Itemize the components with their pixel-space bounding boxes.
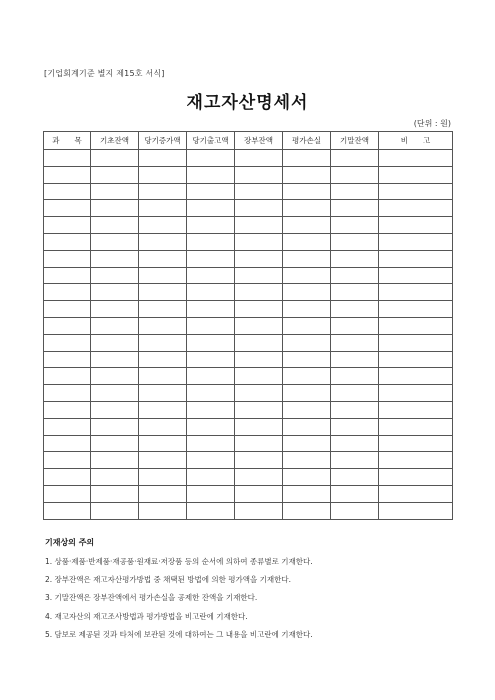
table-cell[interactable] xyxy=(91,217,139,234)
table-cell[interactable] xyxy=(187,217,235,234)
table-cell[interactable] xyxy=(91,401,139,418)
table-cell[interactable] xyxy=(44,150,91,167)
table-cell[interactable] xyxy=(235,368,283,385)
table-cell[interactable] xyxy=(139,435,187,452)
table-row xyxy=(44,200,453,217)
table-cell[interactable] xyxy=(235,301,283,318)
header-remarks: 비 고 xyxy=(379,132,453,150)
table-cell[interactable] xyxy=(283,368,331,385)
table-row xyxy=(44,435,453,452)
table-cell[interactable] xyxy=(235,452,283,469)
table-cell[interactable] xyxy=(235,469,283,486)
table-cell[interactable] xyxy=(235,250,283,267)
table-cell[interactable] xyxy=(91,334,139,351)
table-cell[interactable] xyxy=(331,217,379,234)
table-cell[interactable] xyxy=(235,351,283,368)
table-cell[interactable] xyxy=(283,435,331,452)
table-cell[interactable] xyxy=(91,485,139,502)
header-subject: 과 목 xyxy=(44,132,91,150)
table-cell[interactable] xyxy=(187,418,235,435)
table-row xyxy=(44,452,453,469)
table-row xyxy=(44,385,453,402)
table-row xyxy=(44,485,453,502)
table-cell[interactable] xyxy=(331,469,379,486)
table-cell[interactable] xyxy=(91,250,139,267)
table-cell[interactable] xyxy=(235,150,283,167)
table-cell[interactable] xyxy=(91,233,139,250)
table-cell[interactable] xyxy=(379,502,453,519)
table-cell[interactable] xyxy=(139,418,187,435)
table-cell[interactable] xyxy=(235,485,283,502)
table-row xyxy=(44,166,453,183)
table-cell[interactable] xyxy=(379,401,453,418)
table-cell[interactable] xyxy=(44,183,91,200)
table-cell[interactable] xyxy=(283,200,331,217)
table-cell[interactable] xyxy=(379,485,453,502)
table-cell[interactable] xyxy=(379,469,453,486)
table-cell[interactable] xyxy=(187,233,235,250)
table-cell[interactable] xyxy=(139,150,187,167)
table-cell[interactable] xyxy=(235,166,283,183)
table-cell[interactable] xyxy=(187,469,235,486)
table-cell[interactable] xyxy=(235,233,283,250)
table-cell[interactable] xyxy=(283,150,331,167)
header-issued: 당기출고액 xyxy=(187,132,235,150)
table-cell[interactable] xyxy=(187,317,235,334)
table-cell[interactable] xyxy=(139,217,187,234)
table-cell[interactable] xyxy=(139,267,187,284)
table-row xyxy=(44,250,453,267)
table-cell[interactable] xyxy=(379,385,453,402)
table-cell[interactable] xyxy=(91,267,139,284)
table-cell[interactable] xyxy=(379,301,453,318)
table-cell[interactable] xyxy=(283,334,331,351)
table-cell[interactable] xyxy=(139,401,187,418)
table-cell[interactable] xyxy=(235,267,283,284)
table-cell[interactable] xyxy=(331,418,379,435)
table-cell[interactable] xyxy=(283,418,331,435)
table-row xyxy=(44,334,453,351)
table-cell[interactable] xyxy=(139,200,187,217)
table-cell[interactable] xyxy=(379,217,453,234)
table-cell[interactable] xyxy=(331,351,379,368)
table-cell[interactable] xyxy=(91,469,139,486)
table-cell[interactable] xyxy=(283,301,331,318)
table-cell[interactable] xyxy=(139,284,187,301)
table-cell[interactable] xyxy=(187,351,235,368)
table-row xyxy=(44,284,453,301)
table-cell[interactable] xyxy=(283,385,331,402)
table-cell[interactable] xyxy=(139,301,187,318)
header-book-balance: 장부잔액 xyxy=(235,132,283,150)
note-item: 3. 기말잔액은 장부잔액에서 평가손실을 공제한 잔액을 기재한다. xyxy=(45,593,258,603)
table-cell[interactable] xyxy=(187,435,235,452)
table-cell[interactable] xyxy=(331,485,379,502)
table-cell[interactable] xyxy=(235,217,283,234)
table-cell[interactable] xyxy=(283,183,331,200)
table-cell[interactable] xyxy=(44,418,91,435)
table-cell[interactable] xyxy=(187,250,235,267)
inventory-table xyxy=(43,131,453,520)
table-cell[interactable] xyxy=(187,385,235,402)
table-cell[interactable] xyxy=(44,217,91,234)
header-valuation-loss: 평가손실 xyxy=(283,132,331,150)
table-cell[interactable] xyxy=(91,284,139,301)
table-cell[interactable] xyxy=(283,469,331,486)
notes-heading: 기재상의 주의 xyxy=(45,538,95,547)
table-cell[interactable] xyxy=(139,183,187,200)
table-cell[interactable] xyxy=(283,351,331,368)
table-cell[interactable] xyxy=(283,452,331,469)
table-cell[interactable] xyxy=(379,183,453,200)
table-cell[interactable] xyxy=(44,502,91,519)
table-cell[interactable] xyxy=(44,334,91,351)
table-cell[interactable] xyxy=(91,368,139,385)
table-cell[interactable] xyxy=(331,250,379,267)
table-cell[interactable] xyxy=(187,401,235,418)
note-item: 4. 재고자산의 재고조사방법과 평가방법을 비고란에 기재한다. xyxy=(45,611,248,621)
table-cell[interactable] xyxy=(187,166,235,183)
table-cell[interactable] xyxy=(187,485,235,502)
table-row xyxy=(44,150,453,167)
table-cell[interactable] xyxy=(44,351,91,368)
table-cell[interactable] xyxy=(139,250,187,267)
table-cell[interactable] xyxy=(91,385,139,402)
table-cell[interactable] xyxy=(283,166,331,183)
table-cell[interactable] xyxy=(283,233,331,250)
table-cell[interactable] xyxy=(139,469,187,486)
table-cell[interactable] xyxy=(331,183,379,200)
table-cell[interactable] xyxy=(44,401,91,418)
table-cell[interactable] xyxy=(379,233,453,250)
table-cell[interactable] xyxy=(91,183,139,200)
table-row xyxy=(44,368,453,385)
table-cell[interactable] xyxy=(139,502,187,519)
table-cell[interactable] xyxy=(139,166,187,183)
note-item: 5. 담보로 제공된 것과 타처에 보관된 것에 대하여는 그 내용을 비고란에 기재한다. xyxy=(45,629,313,639)
table-cell[interactable] xyxy=(235,502,283,519)
table-cell[interactable] xyxy=(44,435,91,452)
table-cell[interactable] xyxy=(44,233,91,250)
table-row xyxy=(44,351,453,368)
table-cell[interactable] xyxy=(331,284,379,301)
table-cell[interactable] xyxy=(44,469,91,486)
table-cell[interactable] xyxy=(235,200,283,217)
page-title: 재고자산명세서 xyxy=(186,93,309,113)
table-cell[interactable] xyxy=(44,485,91,502)
table-cell[interactable] xyxy=(331,401,379,418)
table-cell[interactable] xyxy=(187,200,235,217)
table-cell[interactable] xyxy=(44,250,91,267)
notes-list xyxy=(45,553,455,644)
table-cell[interactable] xyxy=(139,485,187,502)
table-cell[interactable] xyxy=(331,200,379,217)
table-cell[interactable] xyxy=(283,284,331,301)
table-cell[interactable] xyxy=(379,150,453,167)
table-cell[interactable] xyxy=(331,435,379,452)
table-cell[interactable] xyxy=(44,267,91,284)
table-cell[interactable] xyxy=(44,284,91,301)
table-cell[interactable] xyxy=(139,351,187,368)
table-cell[interactable] xyxy=(139,452,187,469)
table-cell[interactable] xyxy=(44,368,91,385)
table-cell[interactable] xyxy=(139,385,187,402)
table-cell[interactable] xyxy=(235,418,283,435)
table-cell[interactable] xyxy=(44,452,91,469)
table-cell[interactable] xyxy=(379,351,453,368)
table-cell[interactable] xyxy=(235,183,283,200)
table-cell[interactable] xyxy=(235,385,283,402)
notes-section xyxy=(45,537,455,644)
table-cell[interactable] xyxy=(187,150,235,167)
table-header-row xyxy=(44,132,453,150)
table-cell[interactable] xyxy=(91,351,139,368)
table-cell[interactable] xyxy=(187,334,235,351)
table-cell[interactable] xyxy=(331,385,379,402)
table-cell[interactable] xyxy=(91,200,139,217)
table-cell[interactable] xyxy=(235,334,283,351)
table-row xyxy=(44,317,453,334)
table-cell[interactable] xyxy=(91,502,139,519)
table-cell[interactable] xyxy=(187,267,235,284)
table-cell[interactable] xyxy=(91,301,139,318)
table-cell[interactable] xyxy=(91,435,139,452)
table-cell[interactable] xyxy=(379,368,453,385)
table-cell[interactable] xyxy=(91,452,139,469)
table-row xyxy=(44,469,453,486)
table-cell[interactable] xyxy=(235,401,283,418)
table-cell[interactable] xyxy=(44,301,91,318)
table-cell[interactable] xyxy=(331,233,379,250)
table-cell[interactable] xyxy=(283,317,331,334)
table-row xyxy=(44,183,453,200)
table-cell[interactable] xyxy=(139,334,187,351)
table-cell[interactable] xyxy=(187,183,235,200)
table-row xyxy=(44,301,453,318)
table-cell[interactable] xyxy=(139,317,187,334)
table-cell[interactable] xyxy=(283,401,331,418)
table-cell[interactable] xyxy=(91,418,139,435)
table-cell[interactable] xyxy=(379,317,453,334)
table-cell[interactable] xyxy=(379,435,453,452)
table-cell[interactable] xyxy=(187,301,235,318)
table-cell[interactable] xyxy=(187,368,235,385)
table-cell[interactable] xyxy=(44,200,91,217)
table-cell[interactable] xyxy=(139,233,187,250)
header-closing-balance: 기말잔액 xyxy=(331,132,379,150)
table-body xyxy=(44,150,453,520)
table-cell[interactable] xyxy=(44,317,91,334)
table-row xyxy=(44,217,453,234)
table-cell[interactable] xyxy=(283,485,331,502)
table-cell[interactable] xyxy=(379,418,453,435)
table-cell[interactable] xyxy=(235,317,283,334)
table-cell[interactable] xyxy=(331,317,379,334)
table-cell[interactable] xyxy=(91,150,139,167)
table-cell[interactable] xyxy=(187,452,235,469)
table-cell[interactable] xyxy=(331,334,379,351)
form-code: [기업회계기준 별지 제15호 서식] xyxy=(44,69,165,78)
header-increase: 당기증가액 xyxy=(139,132,187,150)
table-cell[interactable] xyxy=(379,452,453,469)
table-cell[interactable] xyxy=(283,217,331,234)
table-cell[interactable] xyxy=(331,452,379,469)
table-cell[interactable] xyxy=(379,284,453,301)
table-row xyxy=(44,233,453,250)
table-cell[interactable] xyxy=(331,368,379,385)
table-cell[interactable] xyxy=(283,502,331,519)
table-row xyxy=(44,401,453,418)
table-cell[interactable] xyxy=(283,267,331,284)
table-cell[interactable] xyxy=(44,166,91,183)
table-cell[interactable] xyxy=(379,200,453,217)
table-cell[interactable] xyxy=(379,166,453,183)
table-cell[interactable] xyxy=(44,385,91,402)
table-row xyxy=(44,502,453,519)
note-item: 2. 장부잔액은 재고자산평가방법 중 채택된 방법에 의한 평가액을 기재한다. xyxy=(45,575,291,585)
table-cell[interactable] xyxy=(235,435,283,452)
table-cell[interactable] xyxy=(187,502,235,519)
header-opening-balance: 기초잔액 xyxy=(91,132,139,150)
table-cell[interactable] xyxy=(331,166,379,183)
table-row xyxy=(44,267,453,284)
table-row xyxy=(44,418,453,435)
table-cell[interactable] xyxy=(235,284,283,301)
table-cell[interactable] xyxy=(91,317,139,334)
table-cell[interactable] xyxy=(283,250,331,267)
note-item: 1. 상품·제품·반제품·재공품·원재료·저장품 등의 순서에 의하여 종류별로 기재한다. xyxy=(45,557,313,566)
table-cell[interactable] xyxy=(331,150,379,167)
table-cell[interactable] xyxy=(331,502,379,519)
table-cell[interactable] xyxy=(331,267,379,284)
table-cell[interactable] xyxy=(331,301,379,318)
table-cell[interactable] xyxy=(379,267,453,284)
unit-label: (단위 : 원) xyxy=(413,119,451,128)
table-cell[interactable] xyxy=(91,166,139,183)
table-cell[interactable] xyxy=(187,284,235,301)
table-cell[interactable] xyxy=(379,250,453,267)
table-cell[interactable] xyxy=(379,334,453,351)
table-cell[interactable] xyxy=(139,368,187,385)
